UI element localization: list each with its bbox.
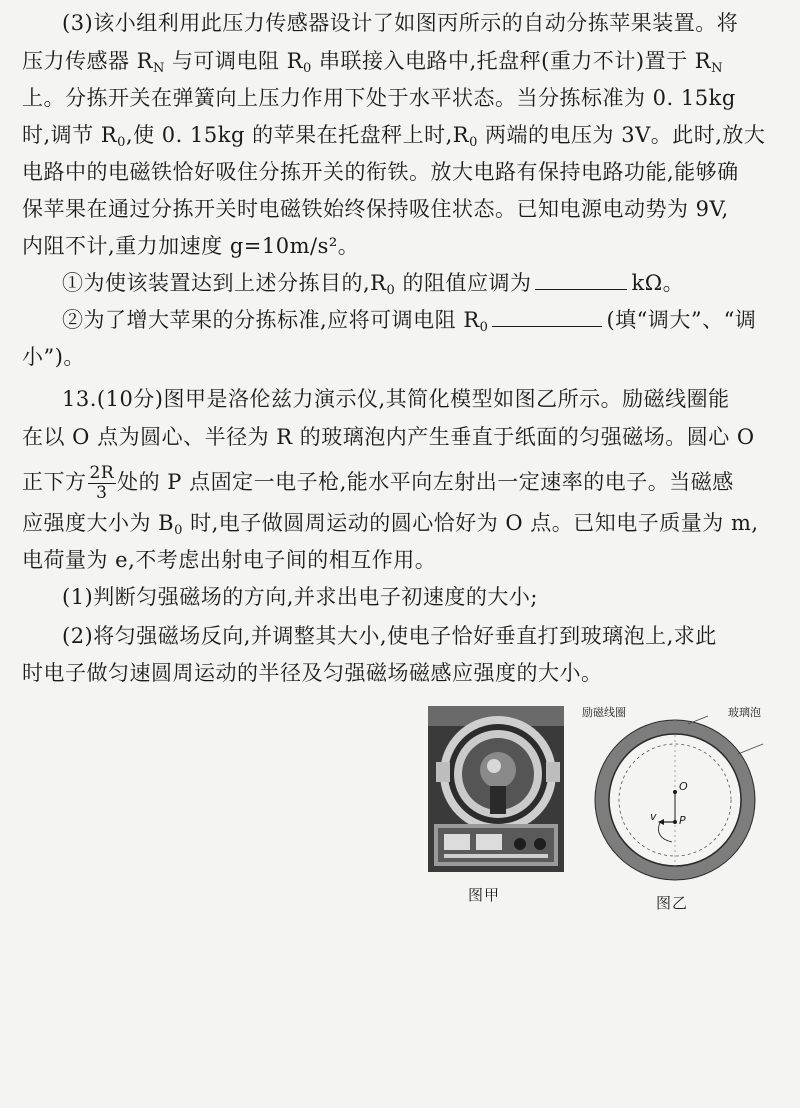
figure-b-schematic — [582, 706, 768, 888]
text-line: 时,调节 $R_0$,使 0. 15kg 的苹果在托盘秤上时$,R_0$ 两端的电压为 3V。此时,放大 — [22, 123, 766, 150]
question-13-2: (2)将匀强磁场反向,并调整其大小,使电子恰好垂直打到玻璃泡上,求此 — [62, 624, 717, 648]
fraction-2r-3: $\frac{2R}{3}$ — [89, 463, 115, 503]
label-bulb: 玻璃泡 — [728, 706, 761, 719]
question-12-3-2: ②为了增大苹果的分拣标准,应将可调电阻 $R_0$ (填“调大”、“调 — [62, 308, 757, 335]
question-12-3-1: ①为使该装置达到上述分拣目的$,R_0$ 的阻值应调为 kΩ。 — [62, 271, 685, 298]
question-13-1: (1)判断匀强磁场的方向,并求出电子初速度的大小; — [62, 585, 538, 609]
text-line: (3)该小组利用此压力传感器设计了如图丙所示的自动分拣苹果装置。将 — [62, 11, 739, 35]
text-line: 小”)。 — [22, 345, 85, 369]
answer-blank[interactable] — [492, 306, 602, 327]
text-line: 正下方 $\frac{2R}{3}$ 处的 P 点固定一电子枪,能水平向左射出一定速率的电子。当磁感 — [22, 463, 734, 503]
text-line: 时电子做匀速圆周运动的半径及匀强磁场磁感应强度的大小。 — [22, 661, 603, 685]
text-line: 上。分拣开关在弹簧向上压力作用下处于水平状态。当分拣标准为 0. 15kg — [22, 86, 736, 110]
text-line: 应强度大小为 $B_0$ 时,电子做圆周运动的圆心恰好为 O 点。已知电子质量为 m, — [22, 511, 759, 538]
lorentz-apparatus-photo — [428, 706, 564, 872]
figure-b-caption: 图乙 — [656, 894, 689, 912]
apparatus-illustration — [428, 706, 564, 872]
text-line: 内阻不计,重力加速度 g=10m/s²。 — [22, 234, 360, 258]
schematic-diagram — [588, 714, 768, 884]
text-line: 压力传感器 $R_N$ 与可调电阻 $R_0$ 串联接入电路中,托盘秤(重力不计)置于 $R_N$ — [22, 49, 723, 76]
problem-13-title: 13.(10分)图甲是洛伦兹力演示仪,其简化模型如图乙所示。励磁线圈能 — [62, 387, 730, 411]
label-v: v — [650, 810, 657, 823]
figure-a-caption: 图甲 — [468, 886, 501, 904]
text-line: 电路中的电磁铁恰好吸住分拣开关的衔铁。放大电路有保持电路功能,能够确 — [22, 160, 739, 184]
label-p: P — [679, 814, 686, 827]
text-line: 在以 O 点为圆心、半径为 R 的玻璃泡内产生垂直于纸面的匀强磁场。圆心 O — [22, 425, 755, 449]
answer-blank[interactable] — [535, 269, 627, 290]
label-coil: 励磁线圈 — [582, 706, 626, 719]
text-line: 电荷量为 e,不考虑出射电子间的相互作用。 — [22, 548, 437, 572]
label-o: O — [679, 780, 688, 793]
text-line: 保苹果在通过分拣开关时电磁铁始终保持吸住状态。已知电源电动势为 9V, — [22, 197, 729, 221]
